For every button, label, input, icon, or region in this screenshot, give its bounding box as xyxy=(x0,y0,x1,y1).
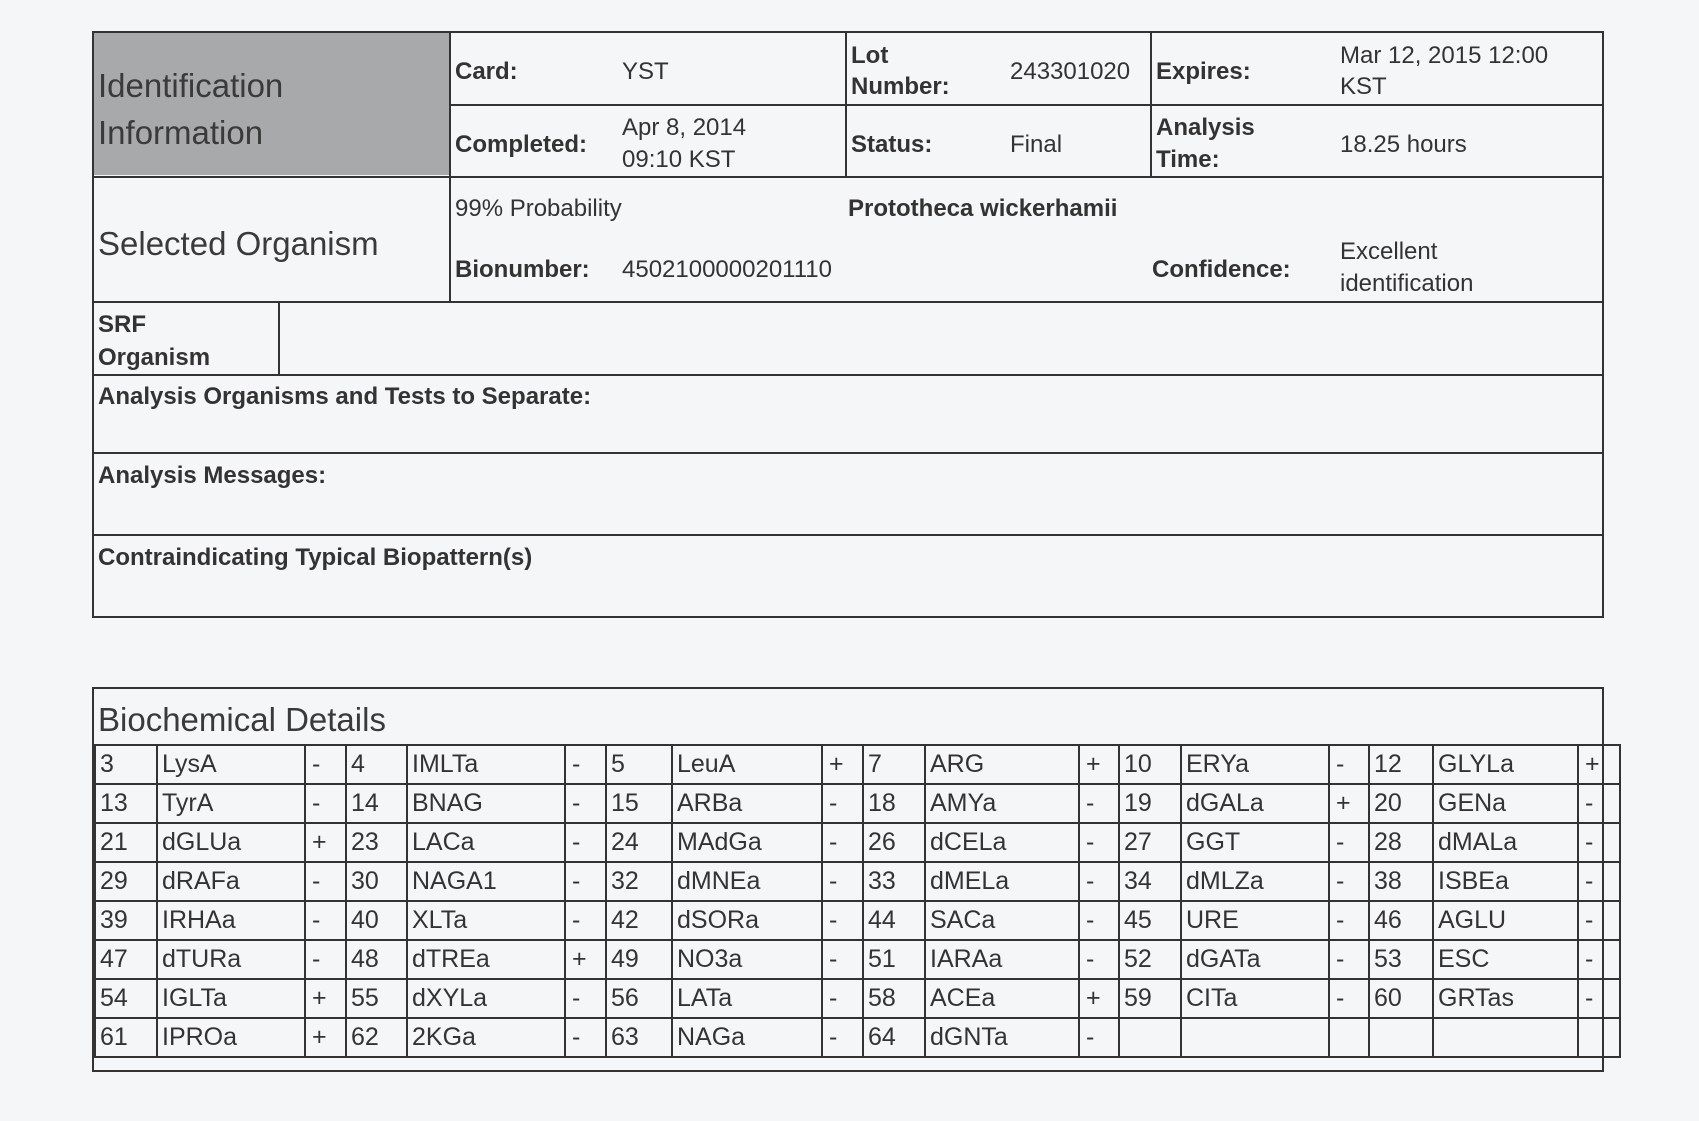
test-number: 32 xyxy=(606,862,672,901)
test-code: ERYa xyxy=(1181,745,1329,784)
test-code: dMALa xyxy=(1433,823,1578,862)
test-result: - xyxy=(305,745,346,784)
test-number: 10 xyxy=(1119,745,1181,784)
confidence-value: Excellent identification xyxy=(1340,238,1474,297)
test-result: + xyxy=(305,823,346,862)
test-code: LATa xyxy=(672,979,822,1018)
test-number: 48 xyxy=(346,940,407,979)
test-result: - xyxy=(565,1018,606,1057)
status-label: Status: xyxy=(851,131,933,158)
test-number: 63 xyxy=(606,1018,672,1057)
test-result: - xyxy=(1079,823,1119,862)
test-number: 13 xyxy=(95,784,157,823)
test-code: AGLU xyxy=(1433,901,1578,940)
test-result: - xyxy=(565,979,606,1018)
test-code: dTREa xyxy=(407,940,565,979)
test-result: - xyxy=(1578,862,1620,901)
test-code: dGATa xyxy=(1181,940,1329,979)
test-result: + xyxy=(822,745,863,784)
test-result xyxy=(1329,1018,1369,1057)
test-code: MAdGa xyxy=(672,823,822,862)
analysis-messages-label: Analysis Messages: xyxy=(98,462,327,489)
test-result: - xyxy=(565,823,606,862)
test-code: NAGa xyxy=(672,1018,822,1057)
test-result: + xyxy=(305,979,346,1018)
test-result: - xyxy=(1578,979,1620,1018)
test-result: - xyxy=(1329,901,1369,940)
test-result: - xyxy=(1329,745,1369,784)
test-number xyxy=(1369,1018,1433,1057)
test-code: dXYLa xyxy=(407,979,565,1018)
test-number: 60 xyxy=(1369,979,1433,1018)
test-result: - xyxy=(1079,862,1119,901)
table-row xyxy=(95,745,1620,784)
test-number: 40 xyxy=(346,901,407,940)
test-number: 58 xyxy=(863,979,925,1018)
test-code: IPROa xyxy=(157,1018,305,1057)
test-code: dGLUa xyxy=(157,823,305,862)
table-row xyxy=(95,979,1620,1018)
test-result: - xyxy=(1329,979,1369,1018)
test-number: 4 xyxy=(346,745,407,784)
test-number: 47 xyxy=(95,940,157,979)
biochemical-table xyxy=(94,744,1621,1058)
test-result: - xyxy=(822,1018,863,1057)
analysis-time-value: 18.25 hours xyxy=(1340,131,1467,158)
test-code: IARAa xyxy=(925,940,1079,979)
test-code: TyrA xyxy=(157,784,305,823)
test-number: 14 xyxy=(346,784,407,823)
test-code: LeuA xyxy=(672,745,822,784)
test-result: + xyxy=(1079,979,1119,1018)
test-code: CITa xyxy=(1181,979,1329,1018)
lot-label: Lot Number: xyxy=(851,42,950,100)
test-number: 33 xyxy=(863,862,925,901)
test-number: 59 xyxy=(1119,979,1181,1018)
test-result xyxy=(1578,1018,1620,1057)
test-result: - xyxy=(1578,784,1620,823)
test-result: - xyxy=(1578,901,1620,940)
test-number: 44 xyxy=(863,901,925,940)
status-value: Final xyxy=(1010,131,1063,158)
test-number: 62 xyxy=(346,1018,407,1057)
test-result: - xyxy=(822,823,863,862)
test-code: URE xyxy=(1181,901,1329,940)
bionumber-value: 4502100000201110 xyxy=(622,256,832,283)
table-row xyxy=(95,901,1620,940)
analysis-time-label: Analysis Time: xyxy=(1156,114,1255,173)
test-number: 24 xyxy=(606,823,672,862)
table-row xyxy=(95,862,1620,901)
test-number: 5 xyxy=(606,745,672,784)
test-result: - xyxy=(822,862,863,901)
test-result: - xyxy=(305,862,346,901)
selected-organism-title: Selected Organism xyxy=(98,225,379,262)
test-number: 45 xyxy=(1119,901,1181,940)
test-number: 56 xyxy=(606,979,672,1018)
test-code: dRAFa xyxy=(157,862,305,901)
test-number: 29 xyxy=(95,862,157,901)
table-row xyxy=(95,823,1620,862)
test-result: + xyxy=(305,1018,346,1057)
test-result: - xyxy=(305,784,346,823)
test-result: - xyxy=(565,901,606,940)
test-result: + xyxy=(1578,745,1620,784)
test-result: + xyxy=(565,940,606,979)
test-code: NO3a xyxy=(672,940,822,979)
test-result: + xyxy=(1079,745,1119,784)
test-result: - xyxy=(1329,862,1369,901)
test-result: - xyxy=(305,901,346,940)
organism-name: Prototheca wickerhamii xyxy=(848,195,1118,222)
test-number: 39 xyxy=(95,901,157,940)
test-code: IRHAa xyxy=(157,901,305,940)
srf-organism-label: SRF Organism xyxy=(98,311,211,371)
test-number xyxy=(1119,1018,1181,1057)
test-result: - xyxy=(822,784,863,823)
test-number: 64 xyxy=(863,1018,925,1057)
test-code: GGT xyxy=(1181,823,1329,862)
test-result: - xyxy=(1079,784,1119,823)
test-result: - xyxy=(565,862,606,901)
test-result: - xyxy=(1079,940,1119,979)
test-number: 18 xyxy=(863,784,925,823)
test-code: AMYa xyxy=(925,784,1079,823)
test-code: IGLTa xyxy=(157,979,305,1018)
test-result: - xyxy=(565,745,606,784)
test-code: BNAG xyxy=(407,784,565,823)
bionumber-label: Bionumber: xyxy=(455,256,590,283)
test-result: - xyxy=(1329,823,1369,862)
test-number: 30 xyxy=(346,862,407,901)
test-number: 27 xyxy=(1119,823,1181,862)
test-number: 49 xyxy=(606,940,672,979)
test-number: 23 xyxy=(346,823,407,862)
test-number: 20 xyxy=(1369,784,1433,823)
test-code: dGALa xyxy=(1181,784,1329,823)
test-code: ARG xyxy=(925,745,1079,784)
test-result: - xyxy=(1079,901,1119,940)
biochemical-title: Biochemical Details xyxy=(98,701,386,738)
expires-label: Expires: xyxy=(1156,58,1251,85)
test-result: - xyxy=(822,940,863,979)
test-number: 21 xyxy=(95,823,157,862)
test-result: - xyxy=(1329,940,1369,979)
test-result: - xyxy=(565,784,606,823)
test-number: 19 xyxy=(1119,784,1181,823)
lot-value: 243301020 xyxy=(1010,58,1131,85)
test-number: 52 xyxy=(1119,940,1181,979)
test-result: - xyxy=(1079,1018,1119,1057)
test-code: dGNTa xyxy=(925,1018,1079,1057)
table-row xyxy=(95,784,1620,823)
test-code: IMLTa xyxy=(407,745,565,784)
test-result: + xyxy=(1329,784,1369,823)
test-code: ARBa xyxy=(672,784,822,823)
test-number: 34 xyxy=(1119,862,1181,901)
contraindicating-label: Contraindicating Typical Biopattern(s) xyxy=(98,544,533,571)
completed-label: Completed: xyxy=(455,131,587,158)
test-number: 3 xyxy=(95,745,157,784)
test-number: 38 xyxy=(1369,862,1433,901)
test-number: 54 xyxy=(95,979,157,1018)
card-label: Card: xyxy=(455,58,518,85)
test-result: - xyxy=(822,979,863,1018)
test-code: GLYLa xyxy=(1433,745,1578,784)
test-number: 46 xyxy=(1369,901,1433,940)
test-code xyxy=(1181,1018,1329,1057)
test-code: dSORa xyxy=(672,901,822,940)
probability: 99% Probability xyxy=(455,195,622,222)
test-result: - xyxy=(822,901,863,940)
test-code: LysA xyxy=(157,745,305,784)
id-info-title: Identification Information xyxy=(98,67,284,151)
test-result: - xyxy=(305,940,346,979)
test-code: GENa xyxy=(1433,784,1578,823)
analysis-organisms-label: Analysis Organisms and Tests to Separate: xyxy=(98,383,592,410)
completed-value: Apr 8, 2014 09:10 KST xyxy=(622,114,747,173)
test-number: 12 xyxy=(1369,745,1433,784)
test-code: ACEa xyxy=(925,979,1079,1018)
test-code: XLTa xyxy=(407,901,565,940)
test-number: 7 xyxy=(863,745,925,784)
table-row xyxy=(95,940,1620,979)
test-number: 61 xyxy=(95,1018,157,1057)
test-code: dMLZa xyxy=(1181,862,1329,901)
table-row xyxy=(95,1018,1620,1057)
test-number: 26 xyxy=(863,823,925,862)
confidence-label: Confidence: xyxy=(1152,256,1291,283)
test-code: 2KGa xyxy=(407,1018,565,1057)
expires-value: Mar 12, 2015 12:00 KST xyxy=(1340,42,1549,100)
test-code: dMELa xyxy=(925,862,1079,901)
test-number: 51 xyxy=(863,940,925,979)
test-number: 42 xyxy=(606,901,672,940)
test-number: 55 xyxy=(346,979,407,1018)
test-result: - xyxy=(1578,940,1620,979)
test-number: 15 xyxy=(606,784,672,823)
test-result: - xyxy=(1578,823,1620,862)
test-code xyxy=(1433,1018,1578,1057)
test-code: NAGA1 xyxy=(407,862,565,901)
test-code: LACa xyxy=(407,823,565,862)
test-number: 28 xyxy=(1369,823,1433,862)
test-code: dMNEa xyxy=(672,862,822,901)
test-code: dTURa xyxy=(157,940,305,979)
test-code: SACa xyxy=(925,901,1079,940)
test-code: GRTas xyxy=(1433,979,1578,1018)
identification-panel xyxy=(92,31,1604,618)
card-value: YST xyxy=(622,58,669,85)
test-code: ISBEa xyxy=(1433,862,1578,901)
test-code: ESC xyxy=(1433,940,1578,979)
test-number: 53 xyxy=(1369,940,1433,979)
test-code: dCELa xyxy=(925,823,1079,862)
